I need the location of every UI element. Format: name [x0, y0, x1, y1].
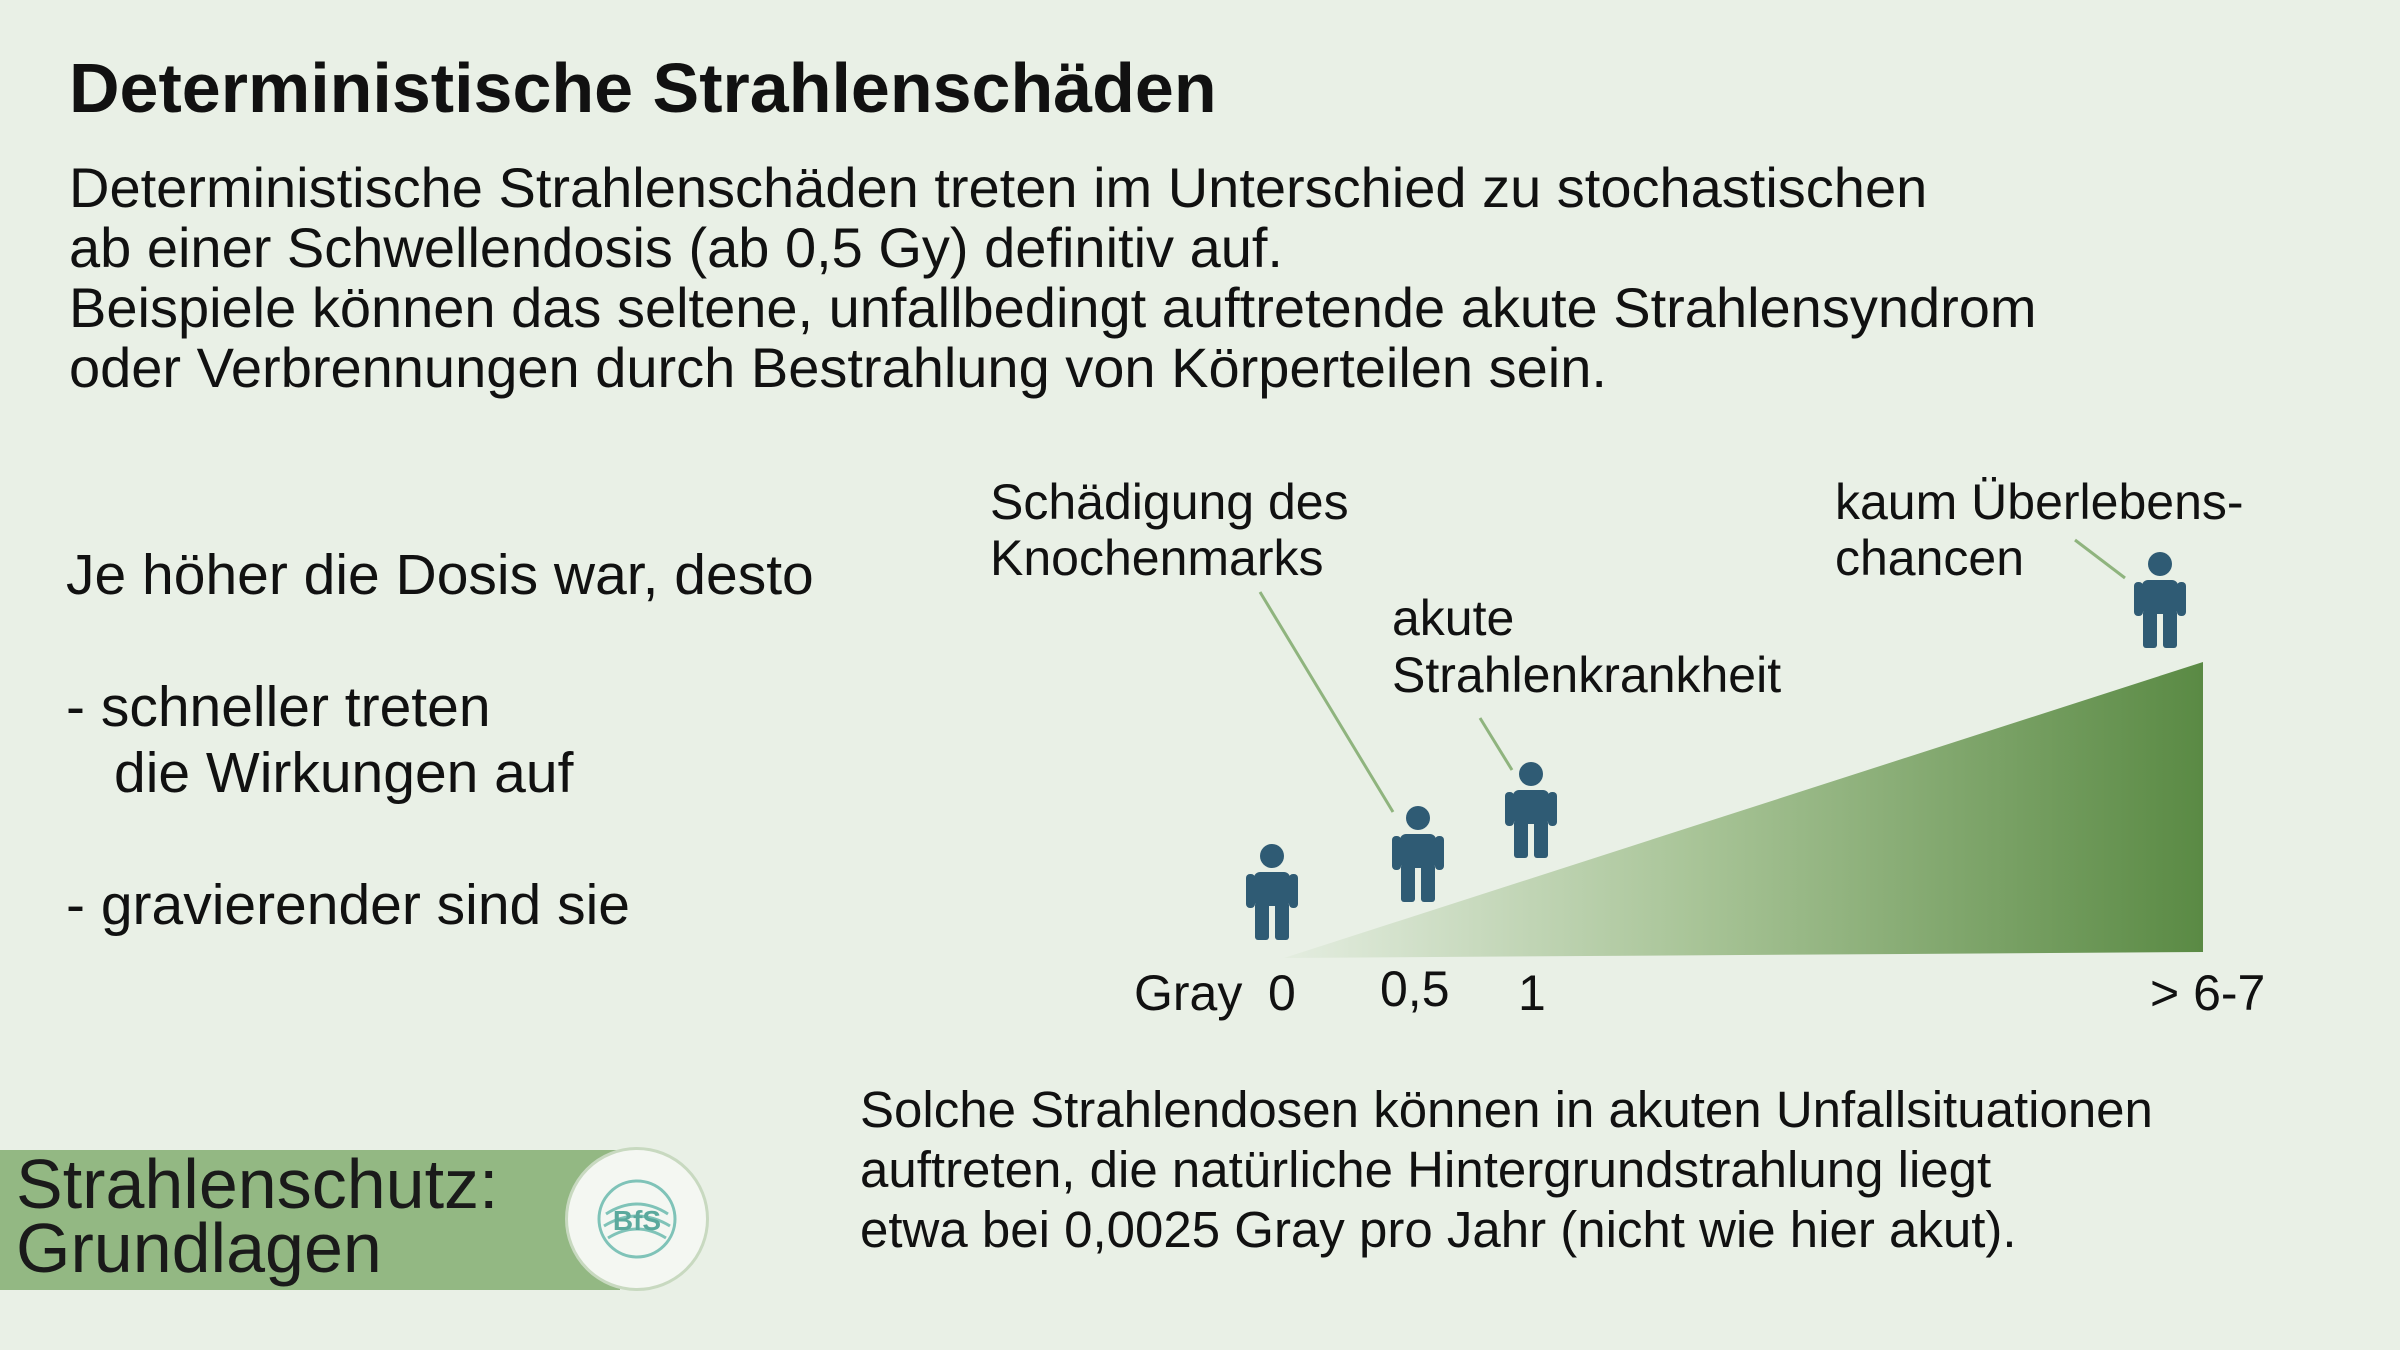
leader-line-acute: [1480, 718, 1512, 770]
brand-title: [16, 1145, 499, 1287]
label-survival: kaum Überlebens-: [1835, 474, 2244, 530]
brand-title-line1: Strahlenschutz:: [16, 1145, 499, 1223]
intro-line: ab einer Schwellendosis (ab 0,5 Gy) definitiv auf.: [69, 216, 1283, 279]
list-item-faster: - schneller treten: [66, 675, 491, 739]
brand-title-line2: Grundlagen: [16, 1209, 382, 1287]
label-bone-marrow-cont: Knochenmarks: [990, 530, 1324, 586]
axis-tick-0: 0: [1268, 965, 1296, 1021]
intro-line: Beispiele können das seltene, unfallbedingt auftretende akute Strahlensyndrom: [69, 276, 2037, 339]
label-bone-marrow: Schädigung des: [990, 474, 1349, 530]
label-survival-cont: chancen: [1835, 530, 2025, 586]
list-lead: Je höher die Dosis war, desto: [66, 543, 814, 607]
person-icon-6-7-gray: [2134, 552, 2186, 648]
label-acute-cont: Strahlenkrankheit: [1392, 647, 1782, 703]
axis-tick-0-5: 0,5: [1380, 961, 1450, 1017]
axis-tick-1: 1: [1518, 965, 1546, 1021]
axis-unit-label: Gray: [1134, 965, 1243, 1021]
leader-line-bone-marrow: [1260, 592, 1393, 812]
page-title: Deterministische Strahlenschäden: [69, 49, 1217, 127]
footer-line: etwa bei 0,0025 Gray pro Jahr (nicht wie hier akut).: [860, 1201, 2017, 1258]
footer-paragraph: [860, 1080, 2153, 1260]
person-icon-0-5-gray: [1392, 806, 1444, 902]
footer-line: Solche Strahlendosen können in akuten Unfallsituationen: [860, 1081, 2153, 1138]
footer-line: auftreten, die natürliche Hintergrundstrahlung liegt: [860, 1141, 1992, 1198]
intro-line: Deterministische Strahlenschäden treten im Unterschied zu stochastischen: [69, 156, 1928, 219]
leader-line-survival: [2075, 540, 2125, 578]
person-icon-0-gray: [1246, 844, 1298, 940]
list-item-faster-cont: die Wirkungen auf: [114, 741, 574, 805]
label-acute: akute: [1392, 590, 1515, 646]
axis-tick-6-7: > 6-7: [2150, 965, 2266, 1021]
list-item-severe: - gravierender sind sie: [66, 873, 630, 937]
svg-text:BfS: BfS: [612, 1205, 662, 1236]
bfs-logo: [565, 1147, 709, 1291]
person-icon-1-gray: [1505, 762, 1557, 858]
intro-line: oder Verbrennungen durch Bestrahlung von Körperteilen sein.: [69, 336, 1607, 399]
bfs-logo-icon: [592, 1174, 682, 1264]
series-branding: [0, 1145, 700, 1290]
